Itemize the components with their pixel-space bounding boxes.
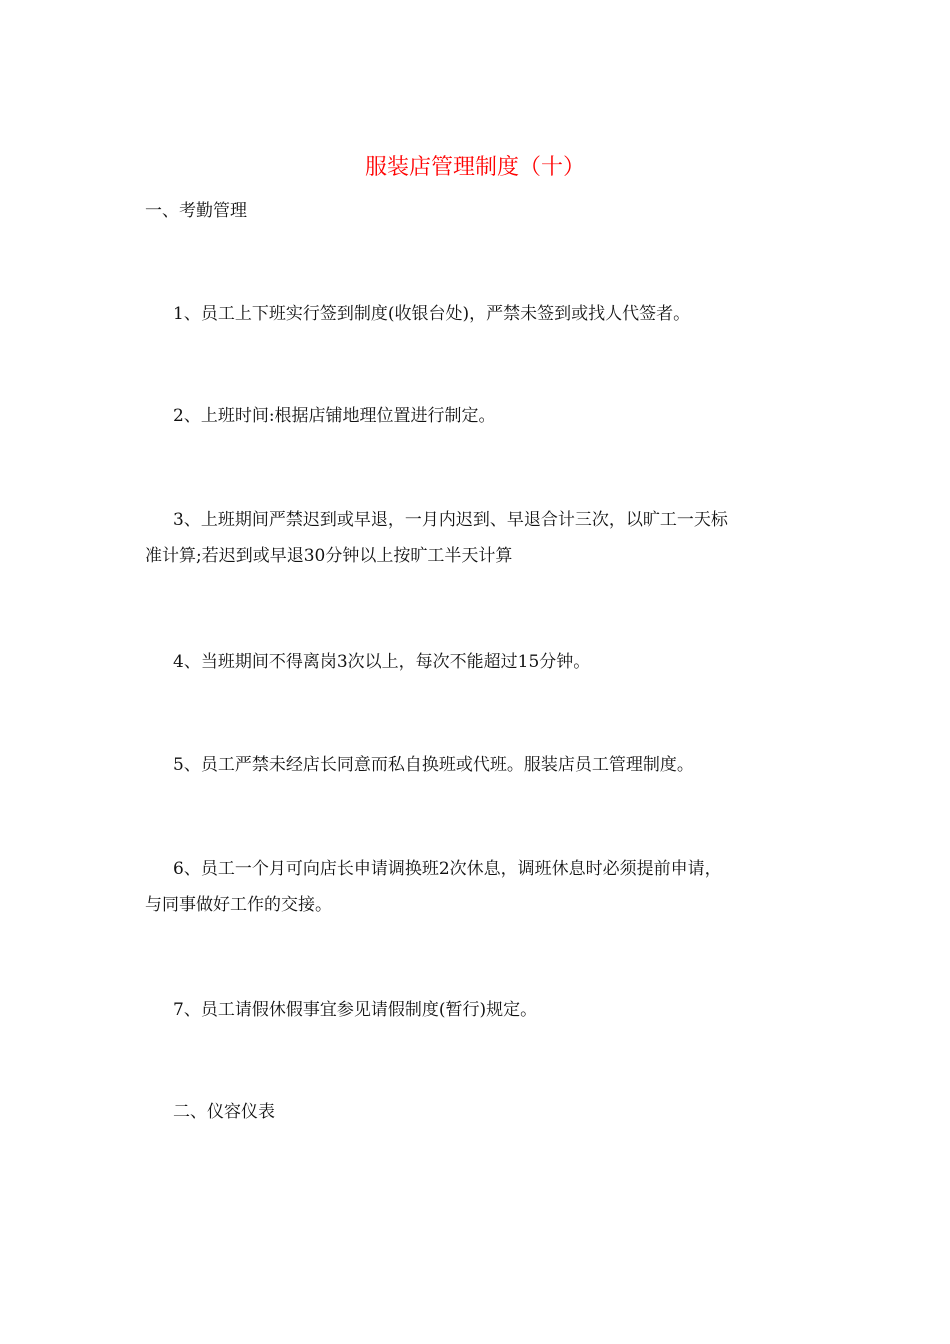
section-heading-appearance: 二、仪容仪表 [173, 1102, 275, 1122]
rule-item-6-line-1: 6、员工一个月可向店长申请调换班2次休息，调班休息时必须提前申请， [173, 859, 722, 879]
rule-item-6-line-2: 与同事做好工作的交接。 [145, 895, 332, 915]
rule-item-5: 5、员工严禁未经店长同意而私自换班或代班。服装店员工管理制度。 [173, 755, 694, 775]
rule-item-3-line-1: 3、上班期间严禁迟到或早退，一月内迟到、早退合计三次，以旷工一天标 [173, 510, 728, 530]
rule-item-2: 2、上班时间:根据店铺地理位置进行制定。 [173, 406, 496, 426]
rule-item-4: 4、当班期间不得离岗3次以上，每次不能超过15分钟。 [173, 652, 591, 672]
rule-item-1: 1、员工上下班实行签到制度(收银台处)，严禁未签到或找人代签者。 [173, 304, 691, 324]
section-heading-attendance: 一、考勤管理 [145, 201, 247, 221]
rule-item-3-line-2: 准计算;若迟到或早退30分钟以上按旷工半天计算 [145, 546, 513, 566]
document-title: 服装店管理制度（十） [364, 155, 585, 180]
rule-item-7: 7、员工请假休假事宜参见请假制度(暂行)规定。 [173, 1000, 538, 1020]
